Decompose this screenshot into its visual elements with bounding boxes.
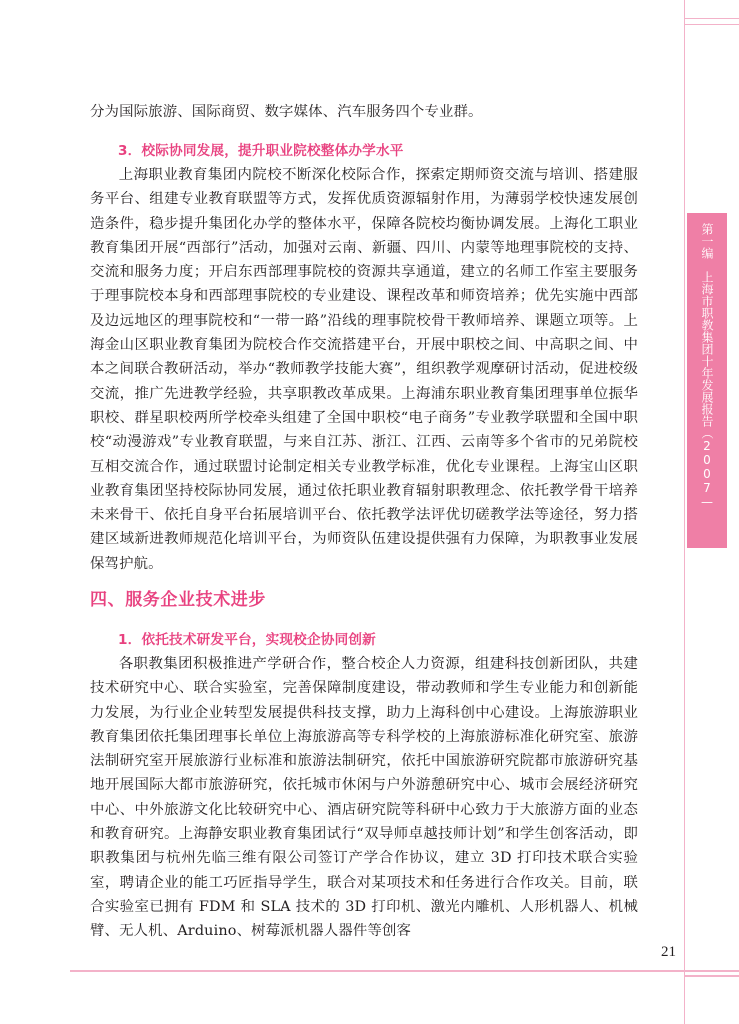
- body-paragraph: 各职教集团积极推进产学研合作，整合校企人力资源，组建科技创新团队，共建技术研究中心、联合实验室，完善保障制度建设，带动教师和学生专业能力和创新能力发展，为行业企业转型发展提供科技支撑，助力上海科创中心建设。上海旅游职业教育集团依托集团理事长单位上海旅游高等专科学校的上海旅游标准化研究室、旅游法制研究室开展旅游行业标准和旅游法制研究，依托中国旅游研究院都市旅游研究基地开展国际大都市旅游研究，依托城市休闲与户外游憩研究中心、城市会展经济研究中心、中外旅游文化比较研究中心、酒店研究院等科研中心致力于大旅游方面的业态和教育研究。上海静安职业教育集团试行“双导师卓越技师计划”和学生创客活动，即职教集团与杭州先临三维有限公司签订产学合作协议，建立 3D 打印技术联合实验室，聘请企业的能工巧匠指导学生，联合对某项技术和任务进行合作攻关。目前，联合实验室已拥有 FDM 和 SLA 技术的 3D 打印机、激光内雕机、人形机器人、机械臂、无人机、Arduino、树莓派机器人器件等创客: [90, 656, 638, 940]
- intro-line: 分为国际旅游、国际商贸、数字媒体、汽车服务四个专业群。: [90, 104, 483, 120]
- body-paragraph: 上海职业教育集团内院校不断深化校际合作，探索定期师资交流与培训、搭建服务平台、组建专业教育联盟等方式，发挥优质资源辐射作用，为薄弱学校快速发展创造条件，稳步提升集团化办学的整体水平，保障各院校均衡协调发展。上海化工职业教育集团开展“西部行”活动，加强对云南、新疆、四川、内蒙等地理事院校的支持、交流和服务力度；开启东西部理事院校的资源共享通道，建立的名师工作室主要服务于理事院校本身和西部理事院校的专业建设、课程改革和师资培养；优先实施中西部及边远地区的理事院校和“一带一路”沿线的理事院校骨干教师培养、课题立项等。上海金山区职业教育集团为院校合作交流搭建平台，开展中职校之间、中高职之间、中本之间联合教研活动，举办“教师教学技能大赛”，组织教学观摩研讨活动，促进校级交流，推广先进教学经验，共享职教改革成果。上海浦东职业教育集团理事单位振华职校、群星职校两所学校牵头组建了全国中职校“电子商务”专业教学联盟和全国中职校“动漫游戏”专业教育联盟，与来自江苏、浙江、江西、云南等多个省市的兄弟院校互相交流合作，通过联盟讨论制定相关专业教学标准，优化专业课程。上海宝山区职业教育集团坚持校际协同发展，通过依托职业教育辐射职教理念、依托教学骨干培养未来骨干、依托自身平台拓展培训平台、依托教学法评优切磋教学法等途径，努力搭建区域新进教师规范化培训平台，为师资队伍建设提供强有力保障，为职教事业发展保驾护航。: [90, 167, 638, 572]
- subsection-heading: 1．依托技术研发平台，实现校企协同创新: [118, 632, 376, 648]
- side-rule: [684, 0, 685, 1024]
- intro-text: [90, 100, 638, 124]
- footer-rule: [70, 970, 739, 972]
- body-paragraph-block: [90, 163, 638, 576]
- subsection-heading: 3．校际协同发展，提升职业院校整体办学水平: [118, 143, 404, 159]
- top-rule: [684, 24, 739, 25]
- chapter-side-tab: [660, 213, 727, 548]
- page-number: 21: [661, 944, 676, 960]
- footer-rule: [684, 975, 739, 977]
- top-rule: [684, 18, 739, 19]
- body-paragraph-block: [90, 652, 638, 944]
- section-heading: 四、服务企业技术进步: [90, 590, 266, 610]
- chapter-side-tab-label: 第一编 上海市职教集团十年发展报告（2007—2017）: [660, 223, 714, 509]
